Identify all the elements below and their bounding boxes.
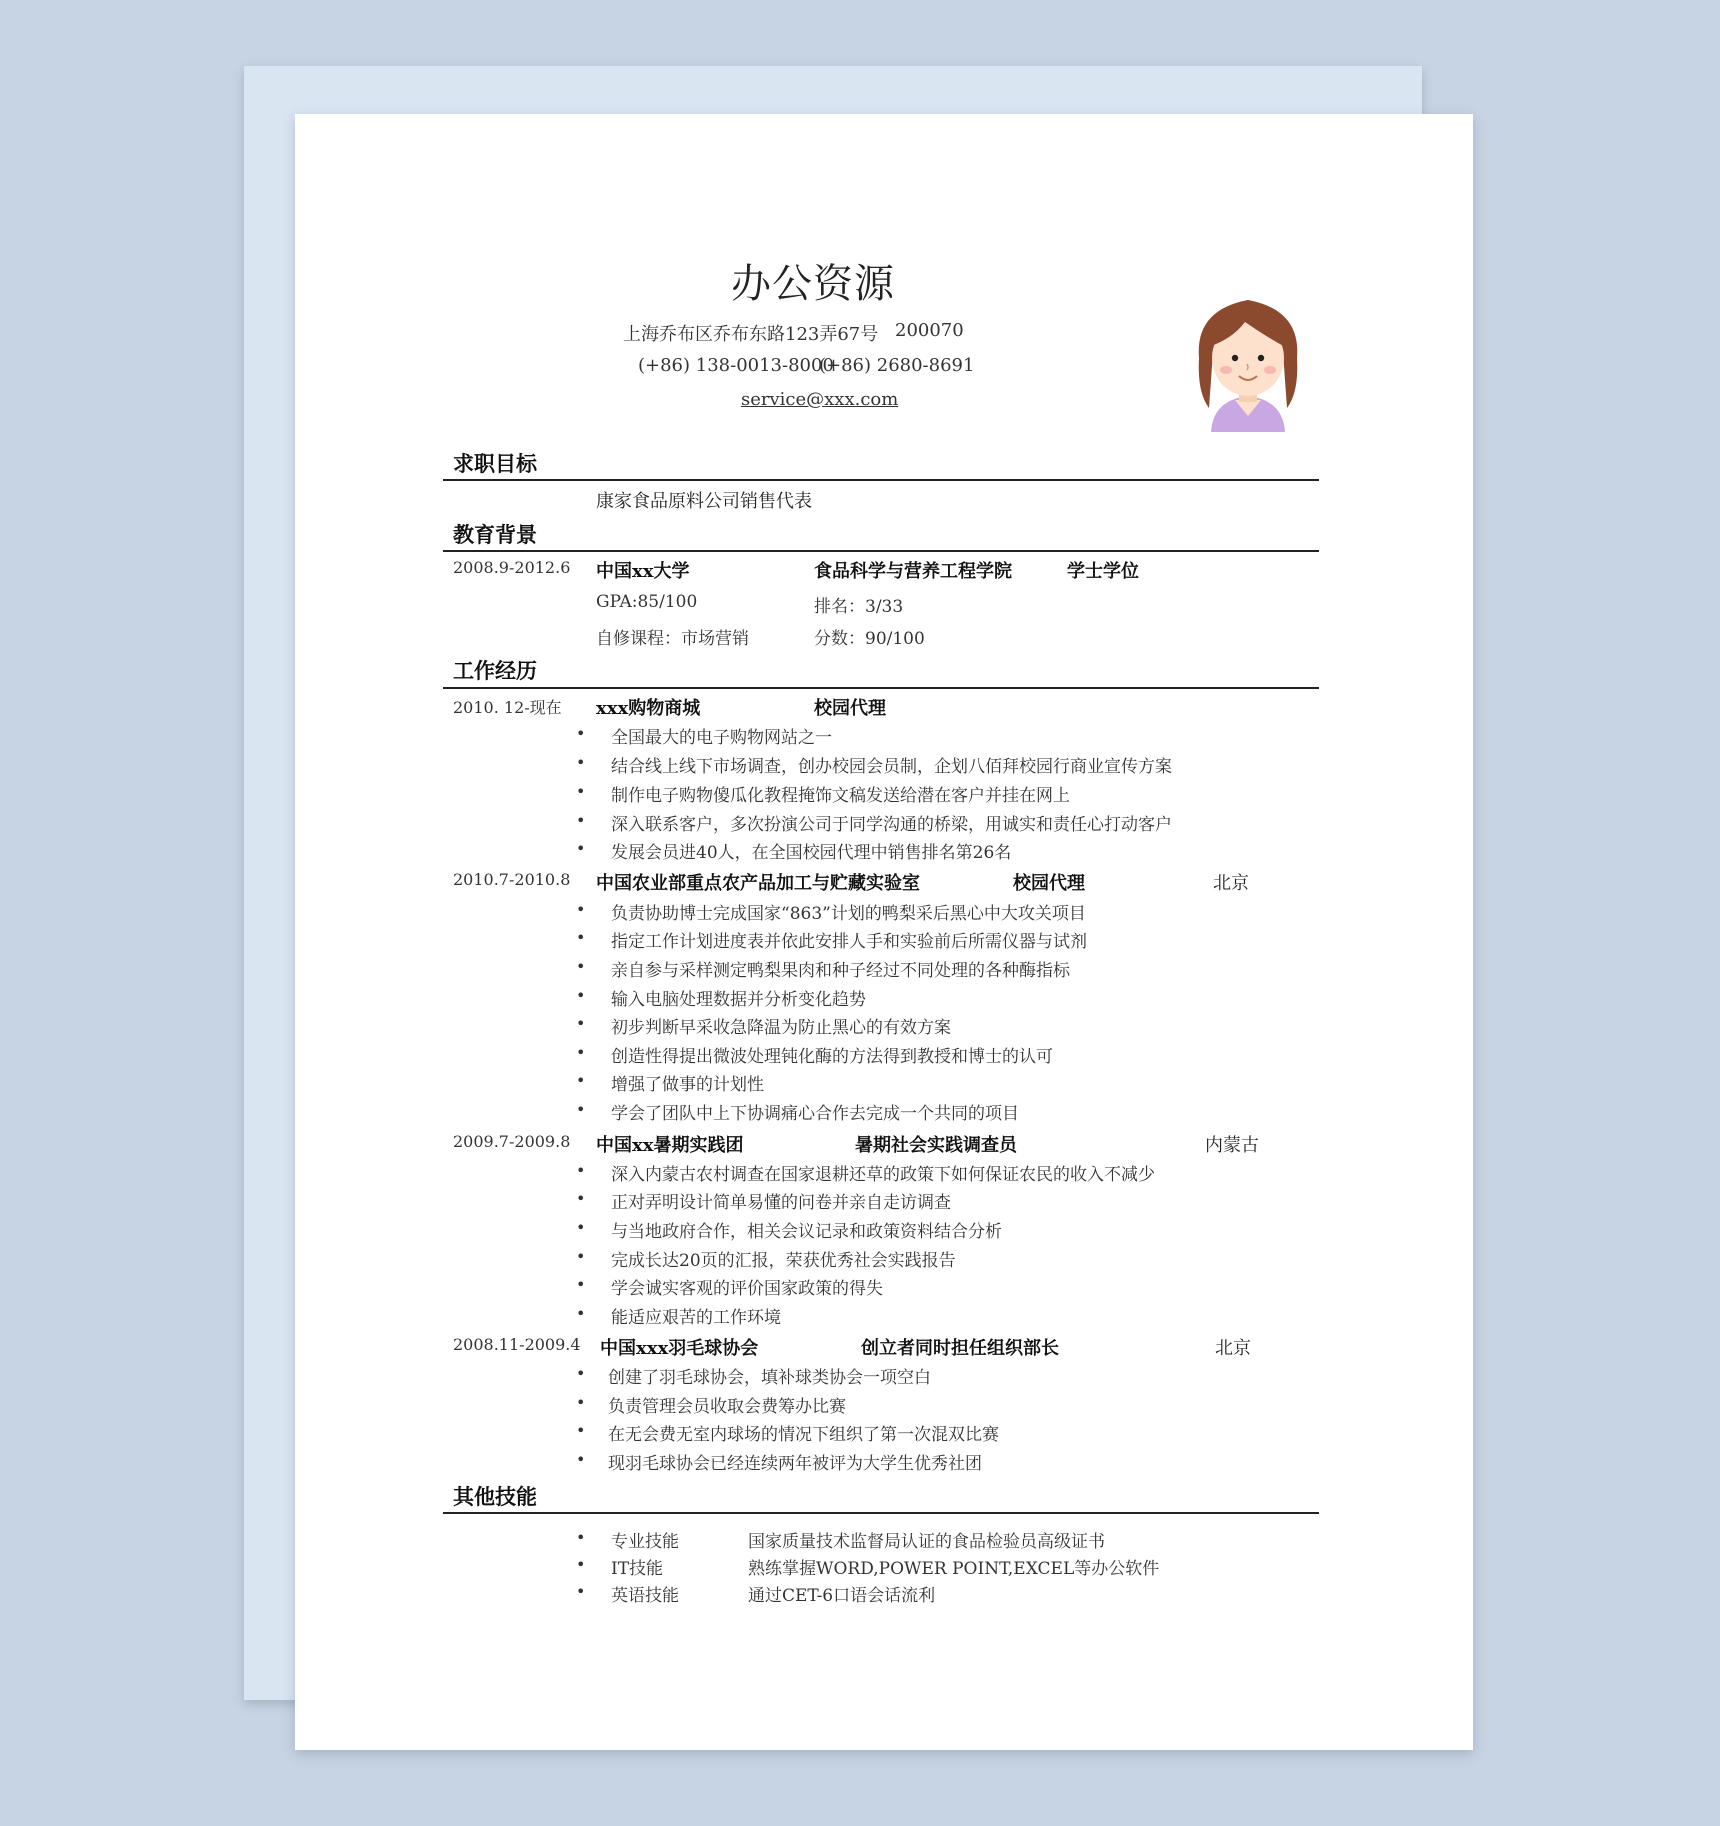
list-item: 能适应艰苦的工作环境: [611, 1308, 781, 1328]
bullet-icon: •: [576, 1304, 586, 1323]
bullet-icon: •: [576, 1528, 586, 1547]
address: 上海乔布区乔布东路123弄67号: [623, 324, 879, 345]
list-item: 深入内蒙古农村调查在国家退耕还草的政策下如何保证农民的收入不减少: [611, 1165, 1155, 1185]
list-item: 创建了羽毛球协会，填补球类协会一项空白: [608, 1368, 931, 1388]
job-date: 2010.7-2010.8: [453, 870, 571, 889]
job-place: 北京: [1215, 1338, 1251, 1359]
education-score: 分数：90/100: [814, 629, 925, 649]
list-item: 制作电子购物傻瓜化教程掩饰文稿发送给潜在客户并挂在网上: [611, 786, 1070, 806]
education-title: 教育背景: [453, 522, 537, 547]
list-item: 负责协助博士完成国家“863”计划的鸭梨采后黑心中大攻关项目: [611, 904, 1086, 924]
bullet-icon: •: [576, 1364, 586, 1383]
list-item: 指定工作计划进度表并依此安排人手和实验前后所需仪器与试剂: [611, 932, 1087, 952]
skill-value: 国家质量技术监督局认证的食品检验员高级证书: [748, 1532, 1105, 1552]
zip-code: 200070: [895, 320, 964, 341]
education-college: 食品科学与营养工程学院: [814, 561, 1012, 582]
skills-rule: [443, 1512, 1319, 1514]
bullet-icon: •: [576, 753, 586, 772]
work-rule: [443, 687, 1319, 689]
bullet-icon: •: [576, 839, 586, 858]
bullet-icon: •: [576, 1161, 586, 1180]
list-item: 亲自参与采样测定鸭梨果肉和种子经过不同处理的各种酶指标: [611, 961, 1070, 981]
bullet-icon: •: [576, 928, 586, 947]
bullet-icon: •: [576, 957, 586, 976]
objective-text: 康家食品原料公司销售代表: [596, 491, 812, 512]
objective-title: 求职目标: [453, 451, 537, 476]
list-item: 创造性得提出微波处理钝化酶的方法得到教授和博士的认可: [611, 1047, 1053, 1067]
bullet-icon: •: [576, 900, 586, 919]
email-link[interactable]: service@xxx.com: [741, 389, 899, 410]
job-organization: 中国xxx羽毛球协会: [600, 1338, 759, 1359]
education-school: 中国xx大学: [596, 561, 690, 582]
skill-value: 通过CET-6口语会话流利: [748, 1586, 936, 1606]
bullet-icon: •: [576, 1275, 586, 1294]
job-role: 校园代理: [1013, 873, 1085, 894]
list-item: 现羽毛球协会已经连续两年被评为大学生优秀社团: [608, 1454, 982, 1474]
list-item: 发展会员进40人，在全国校园代理中销售排名第26名: [611, 843, 1012, 863]
bullet-icon: •: [576, 811, 586, 830]
education-course: 自修课程：市场营销: [596, 629, 749, 649]
list-item: 在无会费无室内球场的情况下组织了第一次混双比赛: [608, 1425, 999, 1445]
skill-label: IT技能: [611, 1559, 664, 1579]
bullet-icon: •: [576, 1014, 586, 1033]
skill-label: 英语技能: [611, 1586, 679, 1606]
list-item: 全国最大的电子购物网站之一: [611, 728, 832, 748]
job-role: 暑期社会实践调查员: [855, 1135, 1017, 1156]
bullet-icon: •: [576, 1421, 586, 1440]
job-role: 创立者同时担任组织部长: [861, 1338, 1059, 1359]
bullet-icon: •: [576, 1189, 586, 1208]
job-date: 2009.7-2009.8: [453, 1132, 571, 1151]
bullet-icon: •: [576, 1393, 586, 1412]
bullet-icon: •: [576, 1218, 586, 1237]
objective-rule: [443, 479, 1319, 481]
job-role: 校园代理: [814, 698, 886, 719]
bullet-icon: •: [576, 1043, 586, 1062]
list-item: 正对弄明设计简单易懂的问卷并亲自走访调查: [611, 1193, 951, 1213]
skill-value: 熟练掌握WORD,POWER POINT,EXCEL等办公软件: [748, 1559, 1160, 1579]
list-item: 完成长达20页的汇报，荣获优秀社会实践报告: [611, 1251, 956, 1271]
job-organization: xxx购物商城: [596, 698, 701, 719]
skills-title: 其他技能: [453, 1484, 537, 1509]
bullet-icon: •: [576, 724, 586, 743]
bullet-icon: •: [576, 1450, 586, 1469]
list-item: 增强了做事的计划性: [611, 1075, 764, 1095]
job-place: 内蒙古: [1205, 1135, 1259, 1156]
list-item: 与当地政府合作，相关会议记录和政策资料结合分析: [611, 1222, 1002, 1242]
education-date: 2008.9-2012.6: [453, 558, 571, 577]
education-rank: 排名：3/33: [814, 597, 904, 617]
work-title: 工作经历: [453, 658, 537, 683]
education-degree: 学士学位: [1067, 561, 1139, 582]
job-place: 北京: [1213, 873, 1249, 894]
phone-office: (+86) 2680-8691: [819, 355, 975, 376]
job-date: 2008.11-2009.4: [453, 1335, 581, 1354]
list-item: 输入电脑处理数据并分析变化趋势: [611, 990, 866, 1010]
bullet-icon: •: [576, 986, 586, 1005]
bullet-icon: •: [576, 1582, 586, 1601]
education-gpa: GPA:85/100: [596, 592, 698, 612]
bullet-icon: •: [576, 782, 586, 801]
bullet-icon: •: [576, 1555, 586, 1574]
job-date: 2010. 12-现在: [453, 698, 562, 717]
education-rule: [443, 550, 1319, 552]
list-item: 初步判断早采收急降温为防止黑心的有效方案: [611, 1018, 951, 1038]
avatar-illustration: [1193, 292, 1303, 442]
job-organization: 中国农业部重点农产品加工与贮藏实验室: [596, 873, 920, 894]
bullet-icon: •: [576, 1247, 586, 1266]
list-item: 学会了团队中上下协调痛心合作去完成一个共同的项目: [611, 1104, 1019, 1124]
list-item: 学会诚实客观的评价国家政策的得失: [611, 1279, 883, 1299]
bullet-icon: •: [576, 1100, 586, 1119]
phone-mobile: (+86) 138-0013-8000: [638, 355, 834, 376]
resume-page: [295, 114, 1473, 1750]
list-item: 深入联系客户，多次扮演公司于同学沟通的桥梁，用诚实和责任心打动客户: [611, 815, 1172, 835]
resume-name: 办公资源: [731, 261, 895, 307]
list-item: 结合线上线下市场调查，创办校园会员制，企划八佰拜校园行商业宣传方案: [611, 757, 1172, 777]
bullet-icon: •: [576, 1071, 586, 1090]
skill-label: 专业技能: [611, 1532, 679, 1552]
job-organization: 中国xx暑期实践团: [596, 1135, 744, 1156]
list-item: 负责管理会员收取会费筹办比赛: [608, 1397, 846, 1417]
